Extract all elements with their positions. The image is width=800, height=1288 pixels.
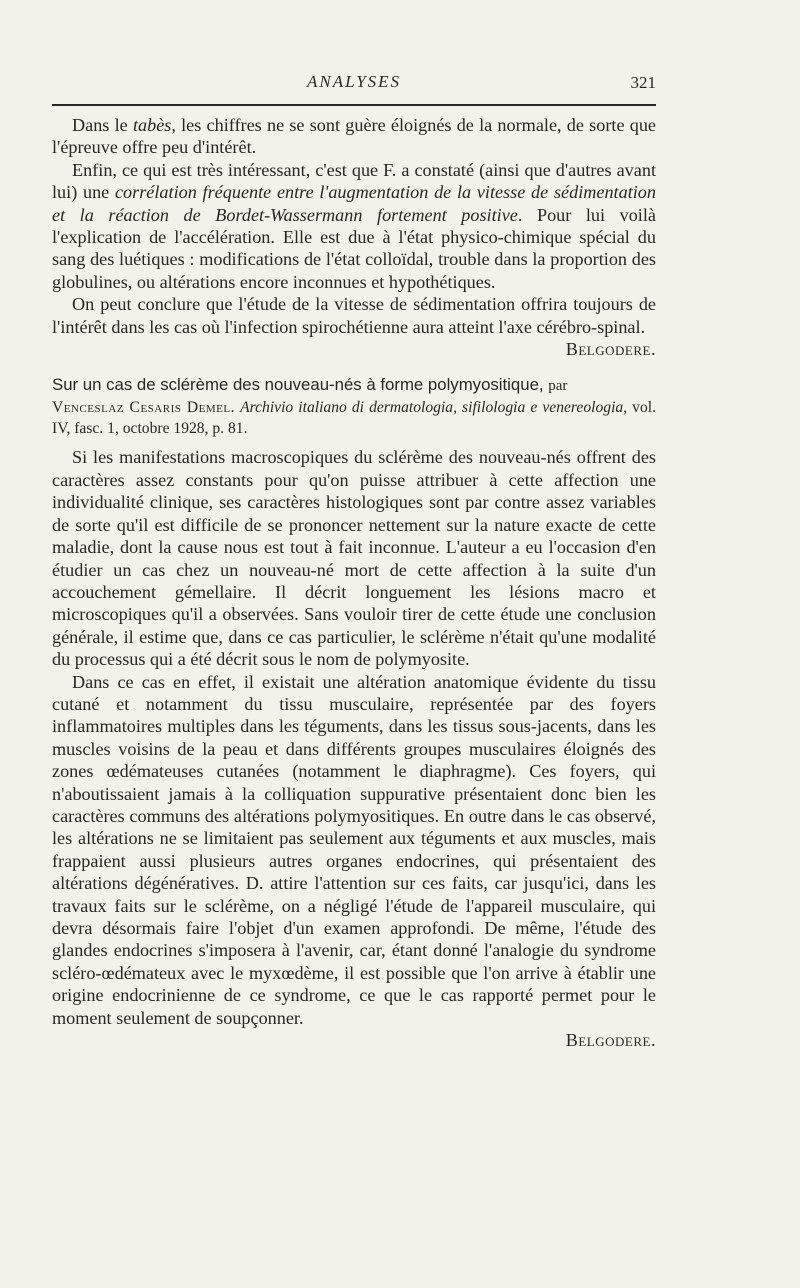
article2-author: Venceslaz Cesaris Demel. [52,399,236,417]
text-run: On peut conclure que l'étude de la vitesse de sédimentation offrira toujours de l'intérêt dans les cas où l'infection spirochétienne aura atteint l'axe cérébro-spinal. [52,294,656,337]
running-head [52,72,656,98]
article1-paragraph-2 [52,159,656,293]
article2-title-text: Sur un cas de sclérème des nouveau-nés à forme polymyositique, [52,375,544,395]
article1-signature: Belgodere. [565,339,656,360]
italic-run: corrélation fréquente entre l'augmentation de la vitesse de sédimentation et la réaction de Bordet-Wassermann fortement positive [52,182,656,225]
body-text [52,114,656,1051]
article2-signature: Belgodere. [565,1030,656,1051]
text-run: Enfin, ce qui est très intéressant, c'est que F. a constaté (ainsi que d'autres avant lui) une [52,159,656,203]
text-run: , les chiffres ne se sont guère éloignés de la normale, de sorte que l'épreuve offre peu d'intérêt. [52,115,656,158]
article2-paragraph-2: Dans ce cas en effet, il existait une altération anatomique évidente du tissu cutané et notamment du tissu musculaire, représentée par des foyers inflammatoires multiples dans les téguments, dans les tissus sous-jacents, dans les muscles voisins de la peau et dans différents groupes musculaires éloignés des zones œdémateuses cutanées (notamment le diaphragme). Ces foyers, qui n'aboutissaient jamais à la colliquation suppurative présentaient donc bien les caractères communs des altérations polymyositiques. En outre dans le cas observé, les altérations ne se limitaient pas seulement aux téguments et aux muscles, mais frappaient aussi plusieurs autres organes endocrines, qui présentaient des altérations dégénératives. D. attire l'attention sur ces faits, car jusqu'ici, dans les travaux faits sur le sclérème, on a négligé l'étude de l'appareil musculaire, qui devra désormais faire l'objet d'un examen approfondi. De même, l'étude des glandes endocrines s'imposera à l'avenir, car, étant donné l'analogie du syndrome scléro-œdémateux avec le myxœdème, il est possible que l'on arrive à établir une origine endocrinienne de ce syndrome, ce que le cas rapporté permet pour le moment seulement de soupçonner. [52,671,656,1028]
article1-paragraph-1 [52,114,656,159]
article2-citation [52,397,656,439]
article2-journal: Archivio italiano di dermatologia, sifilologia e venereologia [240,399,624,417]
text-run: . Pour lui voilà l'explication de l'accélération. Elle est due à l'état physico-chimique spécial du sang des luétiques : modifications de l'état colloïdal, trouble dans la proportion des globulines, ou altérations encore inconnues et hypothétiques. [52,204,656,292]
header-rule [52,104,656,106]
article2-heading [52,374,656,439]
italic-run: tabès [132,115,172,135]
text-run: Dans le [72,115,133,135]
article2-title [52,374,656,397]
article1-paragraph-3 [52,293,656,338]
running-title: ANALYSES [306,72,402,91]
article2-title-par: par [548,378,568,395]
article2-reference: , vol. IV, fasc. 1, octobre 1928, p. 81. [52,399,656,438]
article1-signature-line [52,338,656,360]
page-number: 321 [630,73,656,92]
article2-signature-line [52,1029,656,1051]
article2-paragraph-1: Si les manifestations macroscopiques du sclérème des nouveau-nés offrent des caractères assez constants pour qu'on puisse attribuer à cette affection une individualité clinique, ses caractères histologiques sont par contre assez variables de sorte qu'il est difficile de se prononcer nettement sur la nature exacte de cette maladie, dont la cause nous est tout à fait inconnue. L'auteur a eu l'occasion d'en étudier un cas chez un nouveau-né mort de cette affection à la suite d'un accouchement gémellaire. Il décrit longuement les lésions macro et microscopiques qu'il a observées. Sans vouloir tirer de cette étude une conclusion générale, il estime que, dans ce cas particulier, le sclérème n'était qu'une modalité du processus qui a été décrit sous le nom de polymyosite. [52,447,656,670]
